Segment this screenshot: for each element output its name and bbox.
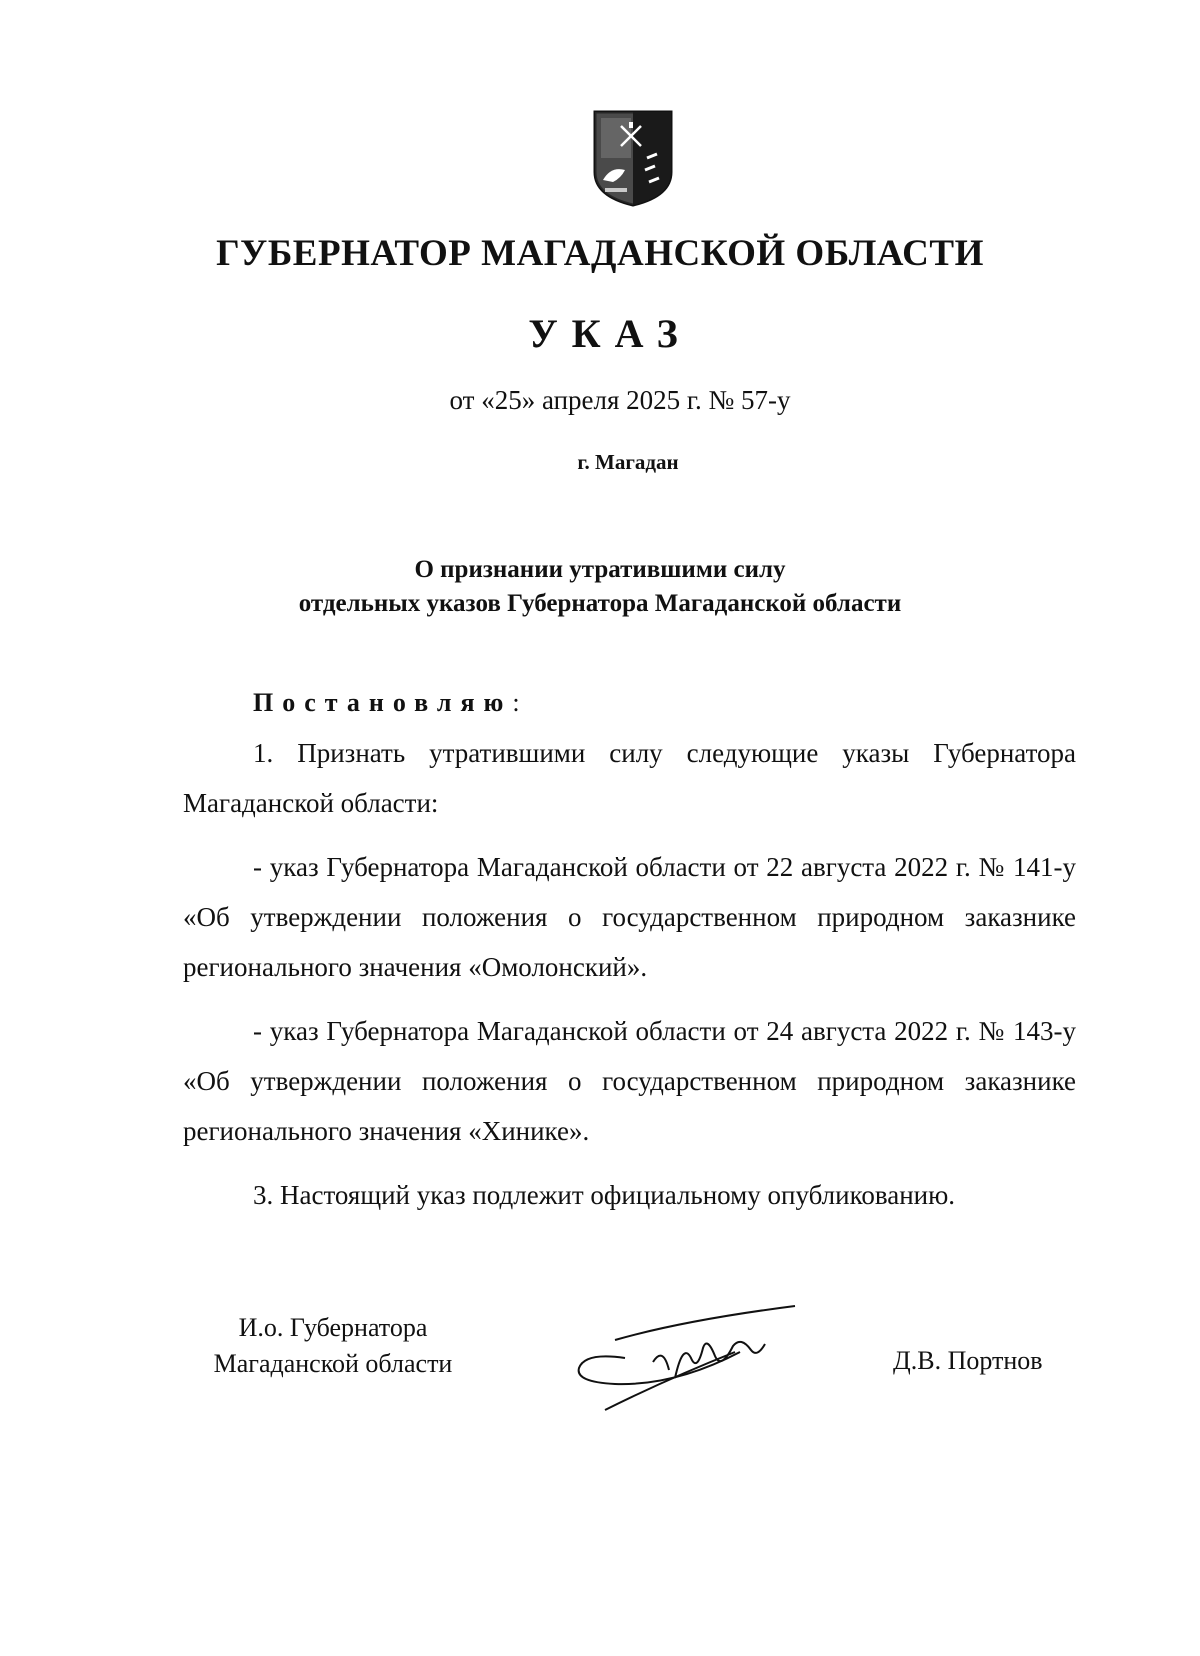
position-line-2: Магаданской области <box>213 1349 453 1378</box>
resolve-heading <box>253 688 520 718</box>
issuer-title: ГУБЕРНАТОР МАГАДАНСКОЙ ОБЛАСТИ <box>216 233 984 274</box>
paragraph-3: - указ Губернатора Магаданской области от 24 августа 2022 г. № 143-у «Об утверждении положения о государственном природном заказнике регионального значения «Хинике». <box>183 1016 1076 1146</box>
signatory-position <box>183 1310 483 1382</box>
paragraph-2: - указ Губернатора Магаданской области от 22 августа 2022 г. № 141-у «Об утверждении положения о государственном природном заказнике регионального значения «Омолонский». <box>183 852 1076 982</box>
subject-line-2: отдельных указов Губернатора Магаданской области <box>298 590 902 617</box>
document-type: УКАЗ <box>528 311 692 356</box>
subject-line-1: О признании утратившими силу <box>414 556 786 583</box>
handwritten-signature-icon <box>565 1300 805 1420</box>
paragraph-4: 3. Настоящий указ подлежит официальному опубликованию. <box>253 1180 956 1210</box>
document-body <box>183 728 1076 1234</box>
resolve-word: Постановляю <box>253 688 513 717</box>
coat-of-arms-icon <box>591 108 675 208</box>
document-subject <box>0 553 1200 621</box>
document-date-number: от «25» апреля 2025 г. № 57-у <box>449 385 791 415</box>
paragraph-1: 1. Признать утратившими силу следующие указы Губернатора Магаданской области: <box>183 738 1076 818</box>
position-line-1: И.о. Губернатора <box>238 1313 428 1342</box>
document-city: г. Магадан <box>577 450 679 474</box>
resolve-colon: : <box>512 688 520 717</box>
signatory-name: Д.В. Портнов <box>893 1346 1043 1375</box>
